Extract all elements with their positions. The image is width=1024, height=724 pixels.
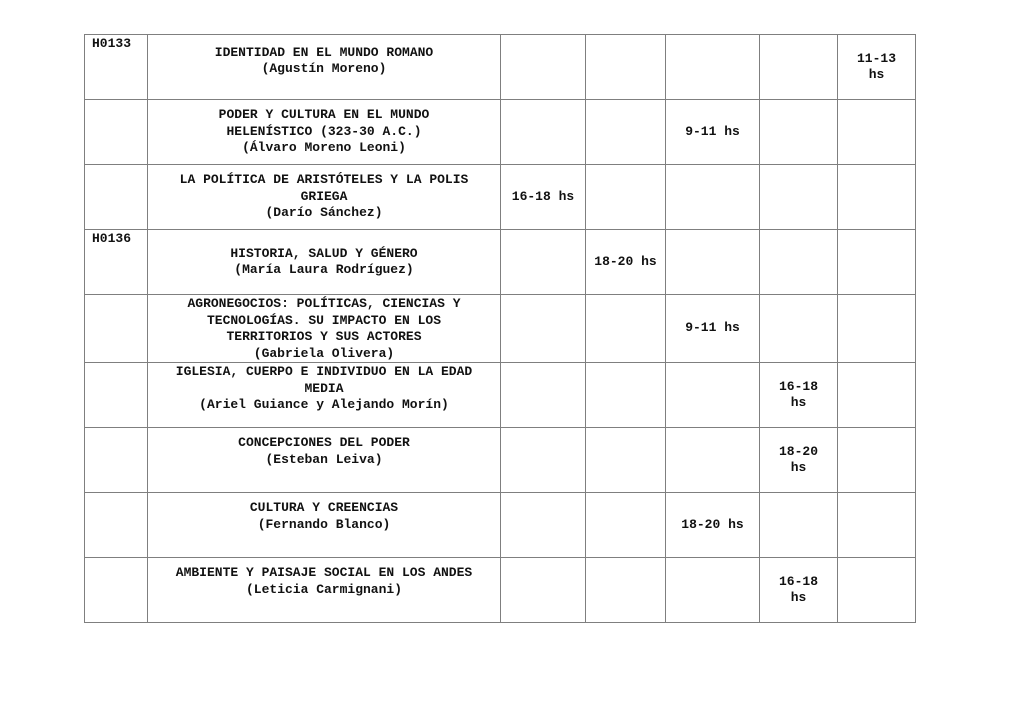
slot-cell — [760, 493, 838, 558]
slot-cell — [586, 363, 666, 428]
course-title-line: GRIEGA — [300, 188, 348, 204]
course-title-line: IGLESIA, CUERPO E INDIVIDUO EN LA EDAD — [175, 364, 473, 379]
slot-cell — [501, 493, 586, 558]
course-title — [148, 493, 501, 558]
course-title — [148, 428, 501, 493]
slot-cell — [666, 230, 760, 295]
course-professor: (Esteban Leiva) — [265, 451, 383, 467]
slot-cell: 18-20 hs — [666, 493, 760, 558]
slot-cell — [760, 100, 838, 165]
slot-time: 16-18 hs — [778, 378, 818, 410]
slot-cell — [586, 428, 666, 493]
course-professor: (Fernando Blanco) — [257, 516, 391, 532]
slot-cell — [586, 295, 666, 363]
course-title-line: CONCEPCIONES DEL PODER — [238, 435, 410, 450]
course-title-line: TERRITORIOS Y SUS ACTORES — [226, 329, 422, 344]
schedule-table — [84, 34, 916, 623]
course-code — [85, 428, 148, 493]
slot-cell — [838, 165, 916, 230]
slot-cell: 9-11 hs — [666, 295, 760, 363]
course-title-line: IDENTIDAD EN EL MUNDO ROMANO — [214, 44, 434, 60]
slot-cell — [586, 493, 666, 558]
slot-cell — [501, 295, 586, 363]
slot-cell: 16-18 hs — [501, 165, 586, 230]
slot-cell — [666, 35, 760, 100]
course-title-line: PODER Y CULTURA EN EL MUNDO — [218, 107, 430, 123]
course-professor: (María Laura Rodríguez) — [234, 262, 414, 277]
slot-cell — [760, 165, 838, 230]
course-code: H0136 — [85, 230, 148, 295]
slot-time: 11-13 hs — [856, 50, 896, 82]
slot-cell — [838, 493, 916, 558]
course-title-line: AGRONEGOCIOS: POLÍTICAS, CIENCIAS Y — [187, 296, 461, 311]
table-row — [85, 295, 916, 363]
slot-cell — [586, 100, 666, 165]
slot-cell — [838, 35, 916, 100]
course-professor: (Álvaro Moreno Leoni) — [242, 140, 406, 156]
slot-cell — [501, 558, 586, 623]
slot-cell — [760, 363, 838, 428]
slot-cell — [501, 100, 586, 165]
course-title-line: HELENÍSTICO (323-30 A.C.) — [226, 123, 422, 139]
table-row — [85, 558, 916, 623]
slot-time: 16-18 hs — [778, 573, 818, 605]
slot-cell — [760, 35, 838, 100]
course-title-line: LA POLÍTICA DE ARISTÓTELES Y LA POLIS — [179, 172, 469, 188]
slot-cell — [838, 230, 916, 295]
table-row — [85, 35, 916, 100]
course-title — [148, 35, 501, 100]
slot-cell: 9-11 hs — [666, 100, 760, 165]
table-row — [85, 100, 916, 165]
course-title-line: TECNOLOGÍAS. SU IMPACTO EN LOS — [206, 312, 442, 328]
slot-cell — [760, 295, 838, 363]
slot-cell — [501, 230, 586, 295]
course-title-line: AMBIENTE Y PAISAJE SOCIAL EN LOS ANDES — [175, 565, 473, 580]
course-professor: (Darío Sánchez) — [265, 205, 383, 221]
slot-cell — [501, 35, 586, 100]
slot-cell — [838, 295, 916, 363]
table-row — [85, 230, 916, 295]
slot-cell — [586, 165, 666, 230]
slot-cell — [838, 100, 916, 165]
slot-cell — [501, 363, 586, 428]
slot-cell — [666, 428, 760, 493]
course-title — [148, 363, 501, 428]
table-row — [85, 165, 916, 230]
slot-cell — [838, 363, 916, 428]
slot-cell — [586, 35, 666, 100]
slot-cell — [760, 230, 838, 295]
slot-cell — [838, 558, 916, 623]
schedule-body — [85, 35, 916, 623]
table-row — [85, 493, 916, 558]
course-title-line: HISTORIA, SALUD Y GÉNERO — [230, 245, 418, 261]
course-title — [148, 295, 501, 363]
slot-time: 18-20 hs — [778, 443, 818, 475]
course-professor: (Leticia Carmignani) — [245, 581, 403, 597]
course-code — [85, 363, 148, 428]
course-code — [85, 493, 148, 558]
course-code: H0133 — [85, 35, 148, 100]
course-title-line: CULTURA Y CREENCIAS — [249, 500, 399, 515]
course-professor: (Ariel Guiance y Alejando Morín) — [199, 397, 449, 412]
course-title — [148, 558, 501, 623]
slot-cell — [838, 428, 916, 493]
course-professor: (Gabriela Olivera) — [253, 345, 395, 361]
course-professor: (Agustín Moreno) — [261, 61, 387, 76]
slot-cell — [666, 558, 760, 623]
course-title-line: MEDIA — [304, 380, 344, 396]
course-title — [148, 230, 501, 295]
slot-cell — [586, 558, 666, 623]
slot-cell — [666, 165, 760, 230]
slot-cell — [760, 558, 838, 623]
course-code — [85, 100, 148, 165]
course-title — [148, 100, 501, 165]
course-code — [85, 558, 148, 623]
course-title — [148, 165, 501, 230]
slot-cell — [760, 428, 838, 493]
slot-cell — [666, 363, 760, 428]
table-row — [85, 428, 916, 493]
course-code — [85, 295, 148, 363]
table-row — [85, 363, 916, 428]
slot-cell — [501, 428, 586, 493]
course-code — [85, 165, 148, 230]
slot-cell: 18-20 hs — [586, 230, 666, 295]
